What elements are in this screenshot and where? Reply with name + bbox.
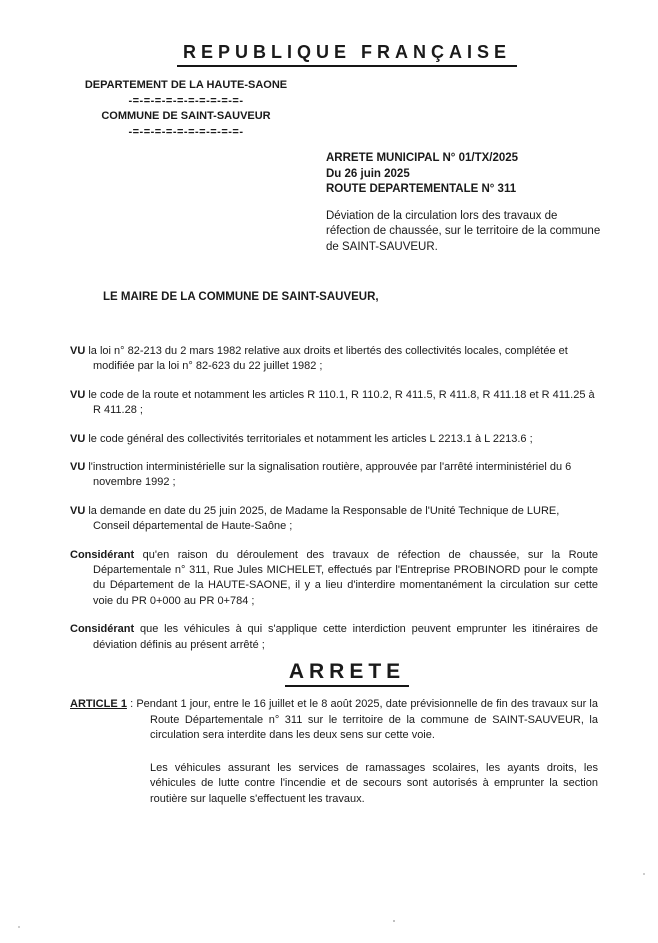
scan-speck (643, 873, 645, 875)
articles-section (70, 697, 598, 808)
decree-header (326, 151, 602, 255)
article-1 (70, 697, 598, 808)
recital-label: VU (70, 388, 86, 401)
recital-text: la loi n° 82-213 du 2 mars 1982 relative aux droits et libertés des collectivités locales, complétée et modifiée par la loi n° 82-623 du 22 juillet 1982 ; (88, 345, 568, 373)
scan-speck (393, 920, 395, 922)
recital-label: VU (70, 432, 86, 445)
article-1-paragraph-2: Les véhicules assurant les services de ramassages scolaires, les ayants droits, les véhicules de lutte contre l'incendie et de secours sont autorisés à emprunter la section routière sur laquelle s'effectuent les travaux. (150, 761, 598, 805)
commune-name: COMMUNE DE SAINT-SAUVEUR (101, 110, 271, 122)
recital-label: Considérant (70, 548, 135, 561)
department-name: DEPARTEMENT DE LA HAUTE-SAONE (84, 79, 288, 91)
recital-text: qu'en raison du déroulement des travaux de réfection de chaussée, sur la Route Départementale n° 311, Rue Jules MICHELET, effectués par l'Entreprise PROBINORD pour le compte du Département de la HAUTE-SAONE, il y a lieu d'interdire momentanément la circulation sur cette voie du PR 0+000 au PR 0+784 ; (93, 548, 598, 607)
recital-vu-1 (70, 344, 598, 375)
article-1-paragraph-1: Pendant 1 jour, entre le 16 juillet et le 8 août 2025, date prévisionnelle de fin des travaux sur la Route Départementale n° 311 sur le territoire de la commune de SAINT-SAUVEUR, la circulation sera interdite dans les deux sens sur cette voie. (136, 698, 598, 742)
recital-vu-5 (70, 504, 598, 535)
decision-heading (36, 660, 658, 687)
scan-speck (18, 926, 20, 928)
decree-number: ARRETE MUNICIPAL N° 01/TX/2025 (326, 152, 519, 164)
article-1-label: ARTICLE 1 (70, 698, 127, 710)
article-1-lead (70, 697, 598, 744)
salutation: LE MAIRE DE LA COMMUNE DE SAINT-SAUVEUR, (103, 291, 379, 303)
decree-road: ROUTE DEPARTEMENTALE N° 311 (326, 183, 517, 195)
recital-text: l'instruction interministérielle sur la signalisation routière, approuvée par l'arrêté interministériel du 6 novembre 1992 ; (88, 461, 572, 489)
recital-label: VU (70, 504, 86, 517)
recital-vu-2 (70, 388, 598, 419)
document-title (36, 42, 658, 67)
separator-line: -=-=-=-=-=-=-=-=-=-=- (128, 125, 244, 138)
arrete-title: ARRETE (285, 660, 409, 687)
republic-title: REPUBLIQUE FRANÇAISE (177, 42, 517, 67)
issuer-block (70, 78, 302, 140)
article-1-colon: : (130, 698, 134, 710)
recitals-section (70, 344, 598, 666)
recital-vu-4 (70, 460, 598, 491)
recital-text: le code général des collectivités territoriales et notamment les articles L 2213.1 à L 2213.6 ; (88, 432, 533, 445)
decree-date: Du 26 juin 2025 (326, 167, 410, 180)
recital-text: la demande en date du 25 juin 2025, de Madame la Responsable de l'Unité Technique de LURE, Conseil départemental de Haute-Saône ; (88, 504, 560, 533)
recital-label: VU (70, 461, 86, 474)
recital-considerant-1 (70, 548, 598, 610)
recital-text: que les véhicules à qui s'applique cette interdiction peuvent emprunter les itinéraires de déviation définis au présent arrêté ; (93, 623, 598, 651)
recital-text: le code de la route et notamment les articles R 110.1, R 110.2, R 411.5, R 411.8, R 411.18 et R 411.25 à R 411.28 ; (88, 388, 595, 417)
recital-label: VU (70, 345, 86, 357)
decree-subject: Déviation de la circulation lors des travaux de réfection de chaussée, sur le territoire de la commune de SAINT-SAUVEUR. (326, 209, 601, 253)
recital-label: Considérant (70, 623, 135, 636)
recital-vu-3 (70, 432, 598, 447)
separator-line: -=-=-=-=-=-=-=-=-=-=- (128, 94, 244, 107)
recital-considerant-2 (70, 622, 598, 653)
